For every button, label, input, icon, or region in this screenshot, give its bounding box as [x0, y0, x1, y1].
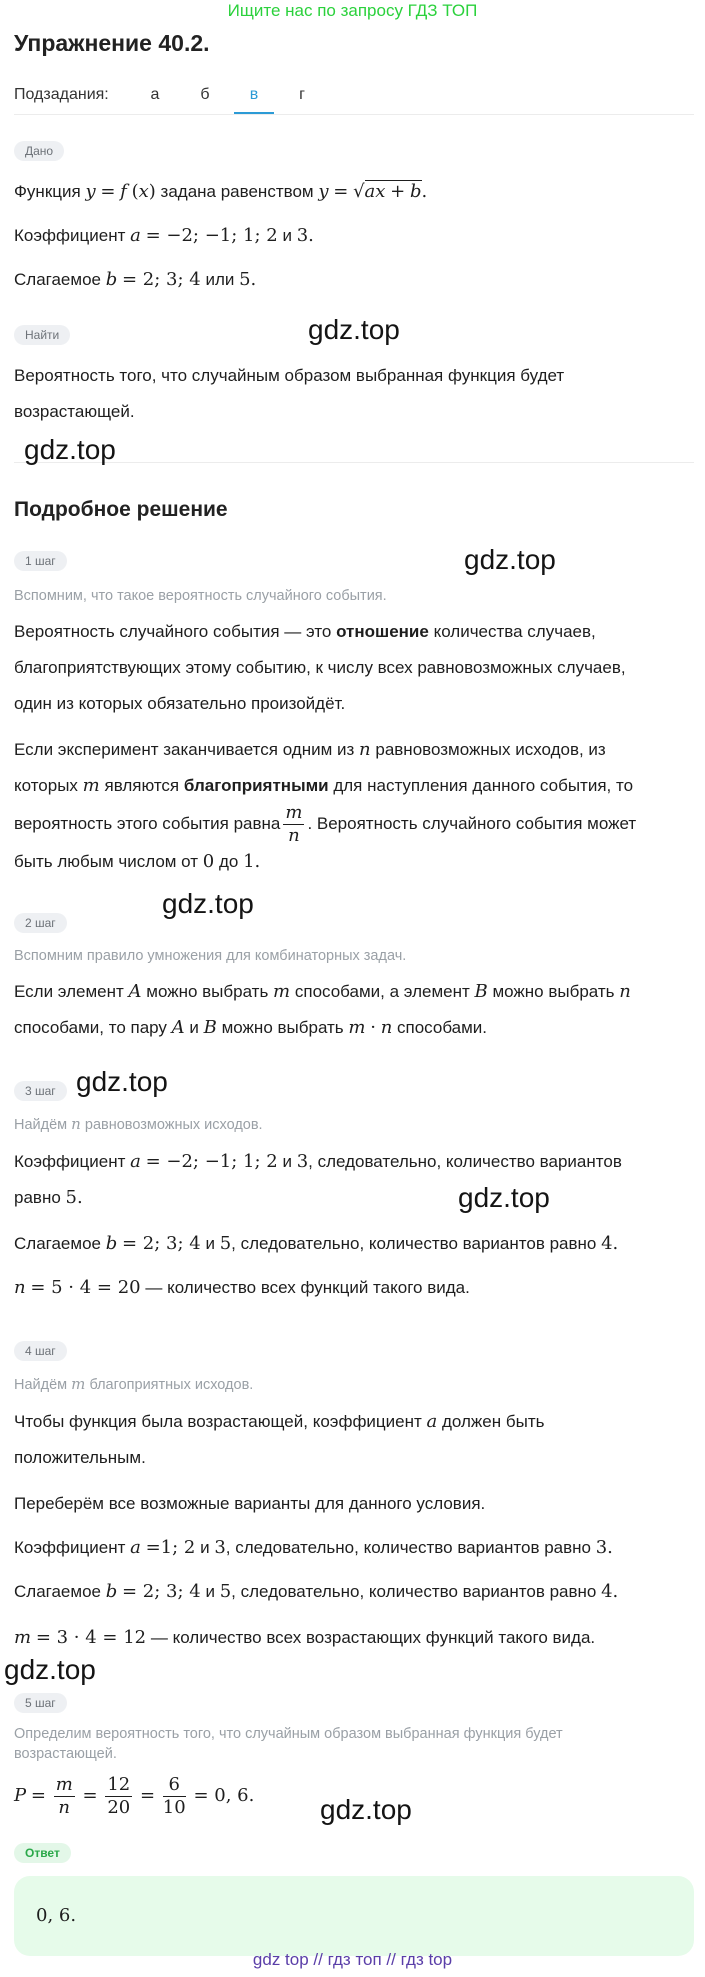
step-1-para-2-line-4: быть любым числом от 0 до 1.	[14, 851, 261, 872]
answer-badge: Ответ	[14, 1843, 71, 1863]
watermark: gdz.top	[458, 1182, 550, 1213]
given-divider	[14, 462, 694, 463]
find-text-line-1: Вероятность того, что случайным образом выбранная функция будет	[14, 366, 565, 385]
step-1-badge: 1 шаг	[14, 551, 67, 571]
tabs-divider	[14, 114, 694, 115]
watermark: gdz.top	[308, 314, 400, 345]
step-3-hint: Найдём n равновозможных исходов.	[14, 1115, 263, 1133]
given-line-3: Слагаемое b = 2; 3; 4 или 5.	[14, 269, 257, 290]
subtasks-label: Подзадания:	[14, 86, 109, 103]
watermark: gdz.top	[162, 888, 254, 919]
step-5-hint-line-1: Определим вероятность того, что случайным образом выбранная функция будет	[14, 1726, 563, 1742]
step-1-para-1-line-3: один из которых обязательно произойдёт.	[14, 694, 346, 713]
top-banner-link[interactable]: Ищите нас по запросу ГДЗ ТОП	[227, 1, 478, 20]
step-1-para-2-line-3: вероятность этого события равна $\frac{m}{n}$ . Вероятность случайного события может	[14, 802, 637, 847]
step-3-line-3: Слагаемое b = 2; 3; 4 и 5, следовательно, количество вариантов равно 4.	[14, 1233, 619, 1254]
step-4-line-5: Слагаемое b = 2; 3; 4 и 5, следовательно, количество вариантов равно 4.	[14, 1581, 619, 1602]
tab-a[interactable]: а	[150, 86, 160, 103]
find-text-line-2: возрастающей.	[14, 402, 135, 421]
step-1-para-2-line-1: Если эксперимент заканчивается одним из n равновозможных исходов, из	[14, 739, 606, 760]
step-5-hint-line-2: возрастающей.	[14, 1746, 117, 1762]
step-5-formula: P = $\frac{m}{n}$ = $\frac{12}{20}$ = $\frac{6}{10}$ = 0, 6.	[14, 1774, 255, 1819]
step-4-line-1: Чтобы функция была возрастающей, коэффициент a должен быть	[14, 1411, 545, 1432]
step-1-para-1-line-1: Вероятность случайного события — это отношение количества случаев,	[14, 622, 596, 641]
footer-links[interactable]: gdz top // гдз топ // гдз top	[252, 1950, 453, 1969]
step-2-hint: Вспомним правило умножения для комбинаторных задач.	[14, 948, 407, 964]
step-3-badge: 3 шаг	[14, 1081, 67, 1101]
page-title: Упражнение 40.2.	[14, 30, 210, 56]
step-4-line-4: Коэффициент a =1; 2 и 3, следовательно, количество вариантов равно 3.	[14, 1537, 613, 1558]
step-4-line-3: Переберём все возможные варианты для данного условия.	[14, 1494, 486, 1513]
step-2-badge: 2 шаг	[14, 913, 67, 933]
given-badge: Дано	[14, 141, 64, 161]
step-5-badge: 5 шаг	[14, 1693, 67, 1713]
step-4-badge: 4 шаг	[14, 1341, 67, 1361]
step-3-line-1: Коэффициент a = −2; −1; 1; 2 и 3, следовательно, количество вариантов	[14, 1151, 622, 1172]
step-1-hint: Вспомним, что такое вероятность случайного события.	[14, 588, 387, 604]
step-1-para-1-line-2: благоприятствующих этому событию, к числу всех равновозможных случаев,	[14, 658, 626, 677]
watermark: gdz.top	[24, 434, 116, 465]
watermark: gdz.top	[76, 1066, 168, 1097]
step-2-line-2: способами, то пару A и B можно выбрать m · n способами.	[14, 1017, 488, 1038]
tab-b[interactable]: б	[200, 86, 210, 103]
watermark: gdz.top	[320, 1794, 412, 1825]
given-line-1: Функция y = f (x) задана равенством y = √ax + b.	[14, 181, 428, 202]
step-4-line-6: m = 3 · 4 = 12 — количество всех возрастающих функций такого вида.	[14, 1627, 596, 1648]
step-4-hint: Найдём m благоприятных исходов.	[14, 1375, 254, 1393]
watermark: gdz.top	[464, 544, 556, 575]
answer-value: 0, 6.	[36, 1905, 77, 1926]
tab-v[interactable]: в	[249, 86, 259, 103]
watermark: gdz.top	[4, 1654, 96, 1685]
step-3-line-2: равно 5.	[14, 1187, 83, 1208]
step-3-line-4: n = 5 · 4 = 20 — количество всех функций такого вида.	[14, 1277, 470, 1298]
solution-title: Подробное решение	[14, 498, 228, 521]
find-badge: Найти	[14, 325, 70, 345]
step-4-line-2: положительным.	[14, 1448, 146, 1467]
step-1-para-2-line-2: которых m являются благоприятными для наступления данного события, то	[14, 775, 634, 796]
tab-g[interactable]: г	[299, 86, 305, 103]
given-line-2: Коэффициент a = −2; −1; 1; 2 и 3.	[14, 225, 314, 246]
step-2-line-1: Если элемент A можно выбрать m способами, а элемент B можно выбрать n	[14, 981, 631, 1002]
